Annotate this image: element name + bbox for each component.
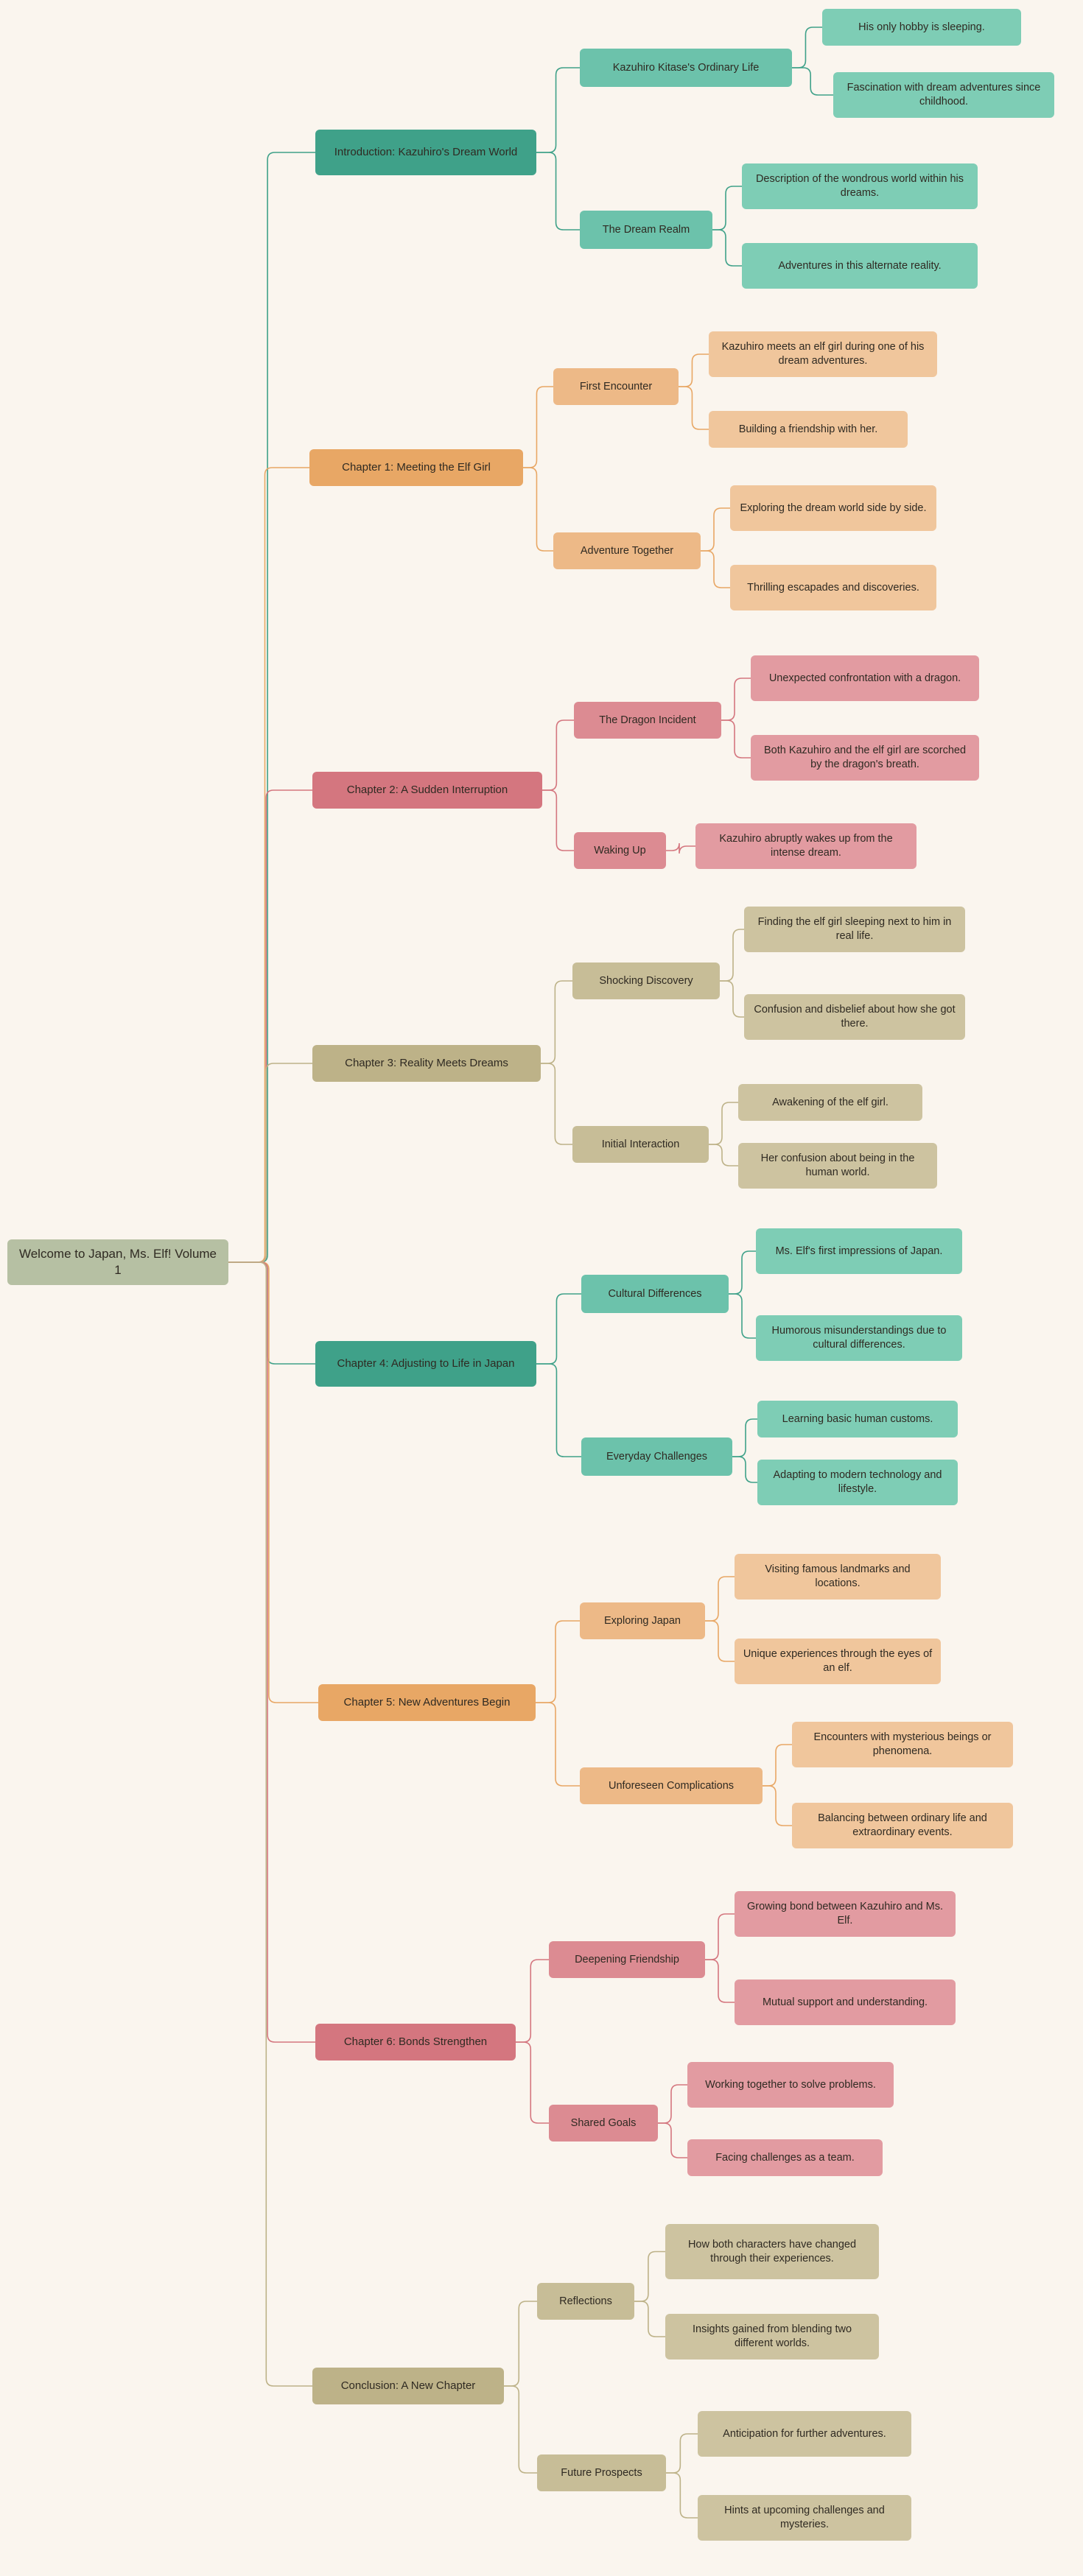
connector: [792, 27, 822, 68]
detail-node-b2c1g2[interactable]: Building a friendship with her.: [709, 411, 908, 448]
connector: [729, 1251, 756, 1294]
detail-node-b2c2g1[interactable]: Exploring the dream world side by side.: [730, 485, 936, 531]
connector: [679, 387, 709, 429]
branch-node-b2[interactable]: Chapter 1: Meeting the Elf Girl: [309, 449, 523, 486]
subtopic-node-b8c2[interactable]: Future Prospects: [537, 2454, 666, 2491]
detail-node-b2c2g2[interactable]: Thrilling escapades and discoveries.: [730, 565, 936, 610]
detail-node-b3c2g1[interactable]: Kazuhiro abruptly wakes up from the intense dream.: [695, 823, 916, 869]
connector: [228, 1262, 315, 2042]
connector: [228, 152, 315, 1262]
subtopic-node-b4c1[interactable]: Shocking Discovery: [572, 963, 720, 999]
connector: [523, 387, 553, 468]
branch-node-b3[interactable]: Chapter 2: A Sudden Interruption: [312, 772, 542, 809]
connector: [721, 720, 751, 758]
root-node[interactable]: Welcome to Japan, Ms. Elf! Volume 1: [7, 1239, 228, 1285]
connector: [732, 1419, 757, 1457]
connector: [536, 1364, 581, 1457]
connector: [228, 790, 312, 1262]
detail-node-b8c2g2[interactable]: Hints at upcoming challenges and mysteries.: [698, 2495, 911, 2541]
connector: [763, 1786, 792, 1826]
subtopic-node-b8c1[interactable]: Reflections: [537, 2283, 634, 2320]
connector: [792, 68, 833, 95]
connector: [705, 1621, 735, 1661]
connector: [729, 1294, 756, 1338]
connector: [705, 1960, 735, 2002]
connector: [666, 843, 695, 854]
detail-node-b2c1g1[interactable]: Kazuhiro meets an elf girl during one of his dream adventures.: [709, 331, 937, 377]
subtopic-node-b1c2[interactable]: The Dream Realm: [580, 211, 712, 249]
detail-node-b7c2g2[interactable]: Facing challenges as a team.: [687, 2139, 883, 2176]
detail-node-b5c1g2[interactable]: Humorous misunderstandings due to cultural differences.: [756, 1315, 962, 1361]
detail-node-b5c2g1[interactable]: Learning basic human customs.: [757, 1401, 958, 1437]
connector: [228, 1262, 315, 1364]
connector: [536, 1621, 580, 1703]
connector: [763, 1745, 792, 1786]
connector: [701, 508, 730, 551]
connector: [228, 1262, 312, 2386]
detail-node-b5c1g1[interactable]: Ms. Elf's first impressions of Japan.: [756, 1228, 962, 1274]
detail-node-b1c2g2[interactable]: Adventures in this alternate reality.: [742, 243, 978, 289]
connector: [720, 981, 744, 1017]
connector: [721, 678, 751, 720]
detail-node-b8c1g1[interactable]: How both characters have changed through their experiences.: [665, 2224, 879, 2279]
subtopic-node-b4c2[interactable]: Initial Interaction: [572, 1126, 709, 1163]
detail-node-b4c1g1[interactable]: Finding the elf girl sleeping next to him in real life.: [744, 907, 965, 952]
subtopic-node-b1c1[interactable]: Kazuhiro Kitase's Ordinary Life: [580, 49, 792, 87]
detail-node-b1c1g1[interactable]: His only hobby is sleeping.: [822, 9, 1021, 46]
connector: [709, 1144, 738, 1166]
connector: [541, 1063, 572, 1144]
connector: [701, 551, 730, 588]
detail-node-b4c2g1[interactable]: Awakening of the elf girl.: [738, 1084, 922, 1121]
detail-node-b1c2g1[interactable]: Description of the wondrous world within his dreams.: [742, 163, 978, 209]
connector: [542, 790, 574, 851]
connector: [228, 1262, 318, 1703]
connector: [679, 354, 709, 387]
connector: [228, 1063, 312, 1262]
detail-node-b6c2g2[interactable]: Balancing between ordinary life and extraordinary events.: [792, 1803, 1013, 1848]
detail-node-b3c1g2[interactable]: Both Kazuhiro and the elf girl are scorched by the dragon's breath.: [751, 735, 979, 781]
connector: [542, 720, 574, 790]
branch-node-b7[interactable]: Chapter 6: Bonds Strengthen: [315, 2024, 516, 2061]
connector: [516, 2042, 549, 2123]
connector: [536, 152, 580, 230]
connector: [732, 1457, 757, 1482]
branch-node-b6[interactable]: Chapter 5: New Adventures Begin: [318, 1684, 536, 1721]
detail-node-b6c1g1[interactable]: Visiting famous landmarks and locations.: [735, 1554, 941, 1600]
subtopic-node-b6c1[interactable]: Exploring Japan: [580, 1602, 705, 1639]
connector: [504, 2386, 537, 2473]
detail-node-b1c1g2[interactable]: Fascination with dream adventures since childhood.: [833, 72, 1054, 118]
connector: [705, 1914, 735, 1960]
connector: [228, 468, 309, 1262]
subtopic-node-b2c2[interactable]: Adventure Together: [553, 532, 701, 569]
detail-node-b4c2g2[interactable]: Her confusion about being in the human world.: [738, 1143, 937, 1189]
branch-node-b8[interactable]: Conclusion: A New Chapter: [312, 2368, 504, 2404]
subtopic-node-b5c2[interactable]: Everyday Challenges: [581, 1437, 732, 1476]
detail-node-b8c1g2[interactable]: Insights gained from blending two different worlds.: [665, 2314, 879, 2359]
subtopic-node-b3c2[interactable]: Waking Up: [574, 832, 666, 869]
subtopic-node-b7c2[interactable]: Shared Goals: [549, 2105, 658, 2142]
detail-node-b6c2g1[interactable]: Encounters with mysterious beings or phenomena.: [792, 1722, 1013, 1767]
detail-node-b3c1g1[interactable]: Unexpected confrontation with a dragon.: [751, 655, 979, 701]
subtopic-node-b2c1[interactable]: First Encounter: [553, 368, 679, 405]
connector: [504, 2301, 537, 2386]
detail-node-b7c1g2[interactable]: Mutual support and understanding.: [735, 1979, 956, 2025]
branch-node-b4[interactable]: Chapter 3: Reality Meets Dreams: [312, 1045, 541, 1082]
connector: [516, 1960, 549, 2042]
branch-node-b1[interactable]: Introduction: Kazuhiro's Dream World: [315, 130, 536, 175]
subtopic-node-b3c1[interactable]: The Dragon Incident: [574, 702, 721, 739]
connector: [658, 2085, 687, 2123]
connector: [709, 1102, 738, 1144]
subtopic-node-b6c2[interactable]: Unforeseen Complications: [580, 1767, 763, 1804]
connector: [541, 981, 572, 1063]
connector: [658, 2123, 687, 2158]
detail-node-b8c2g1[interactable]: Anticipation for further adventures.: [698, 2411, 911, 2457]
detail-node-b6c1g2[interactable]: Unique experiences through the eyes of an elf.: [735, 1639, 941, 1684]
connector: [666, 2434, 698, 2473]
subtopic-node-b7c1[interactable]: Deepening Friendship: [549, 1941, 705, 1978]
connector: [705, 1577, 735, 1621]
detail-node-b7c1g1[interactable]: Growing bond between Kazuhiro and Ms. Elf.: [735, 1891, 956, 1937]
connector: [634, 2252, 665, 2302]
connector: [666, 2473, 698, 2518]
subtopic-node-b5c1[interactable]: Cultural Differences: [581, 1275, 729, 1313]
connector: [634, 2301, 665, 2337]
connector: [712, 186, 742, 230]
detail-node-b5c2g2[interactable]: Adapting to modern technology and lifestyle.: [757, 1460, 958, 1505]
connector: [720, 929, 744, 981]
branch-node-b5[interactable]: Chapter 4: Adjusting to Life in Japan: [315, 1341, 536, 1387]
connector: [712, 230, 742, 266]
connector: [523, 468, 553, 551]
detail-node-b7c2g1[interactable]: Working together to solve problems.: [687, 2062, 894, 2108]
detail-node-b4c1g2[interactable]: Confusion and disbelief about how she got there.: [744, 994, 965, 1040]
connector: [536, 1703, 580, 1786]
connector: [536, 1294, 581, 1364]
connector: [536, 68, 580, 152]
